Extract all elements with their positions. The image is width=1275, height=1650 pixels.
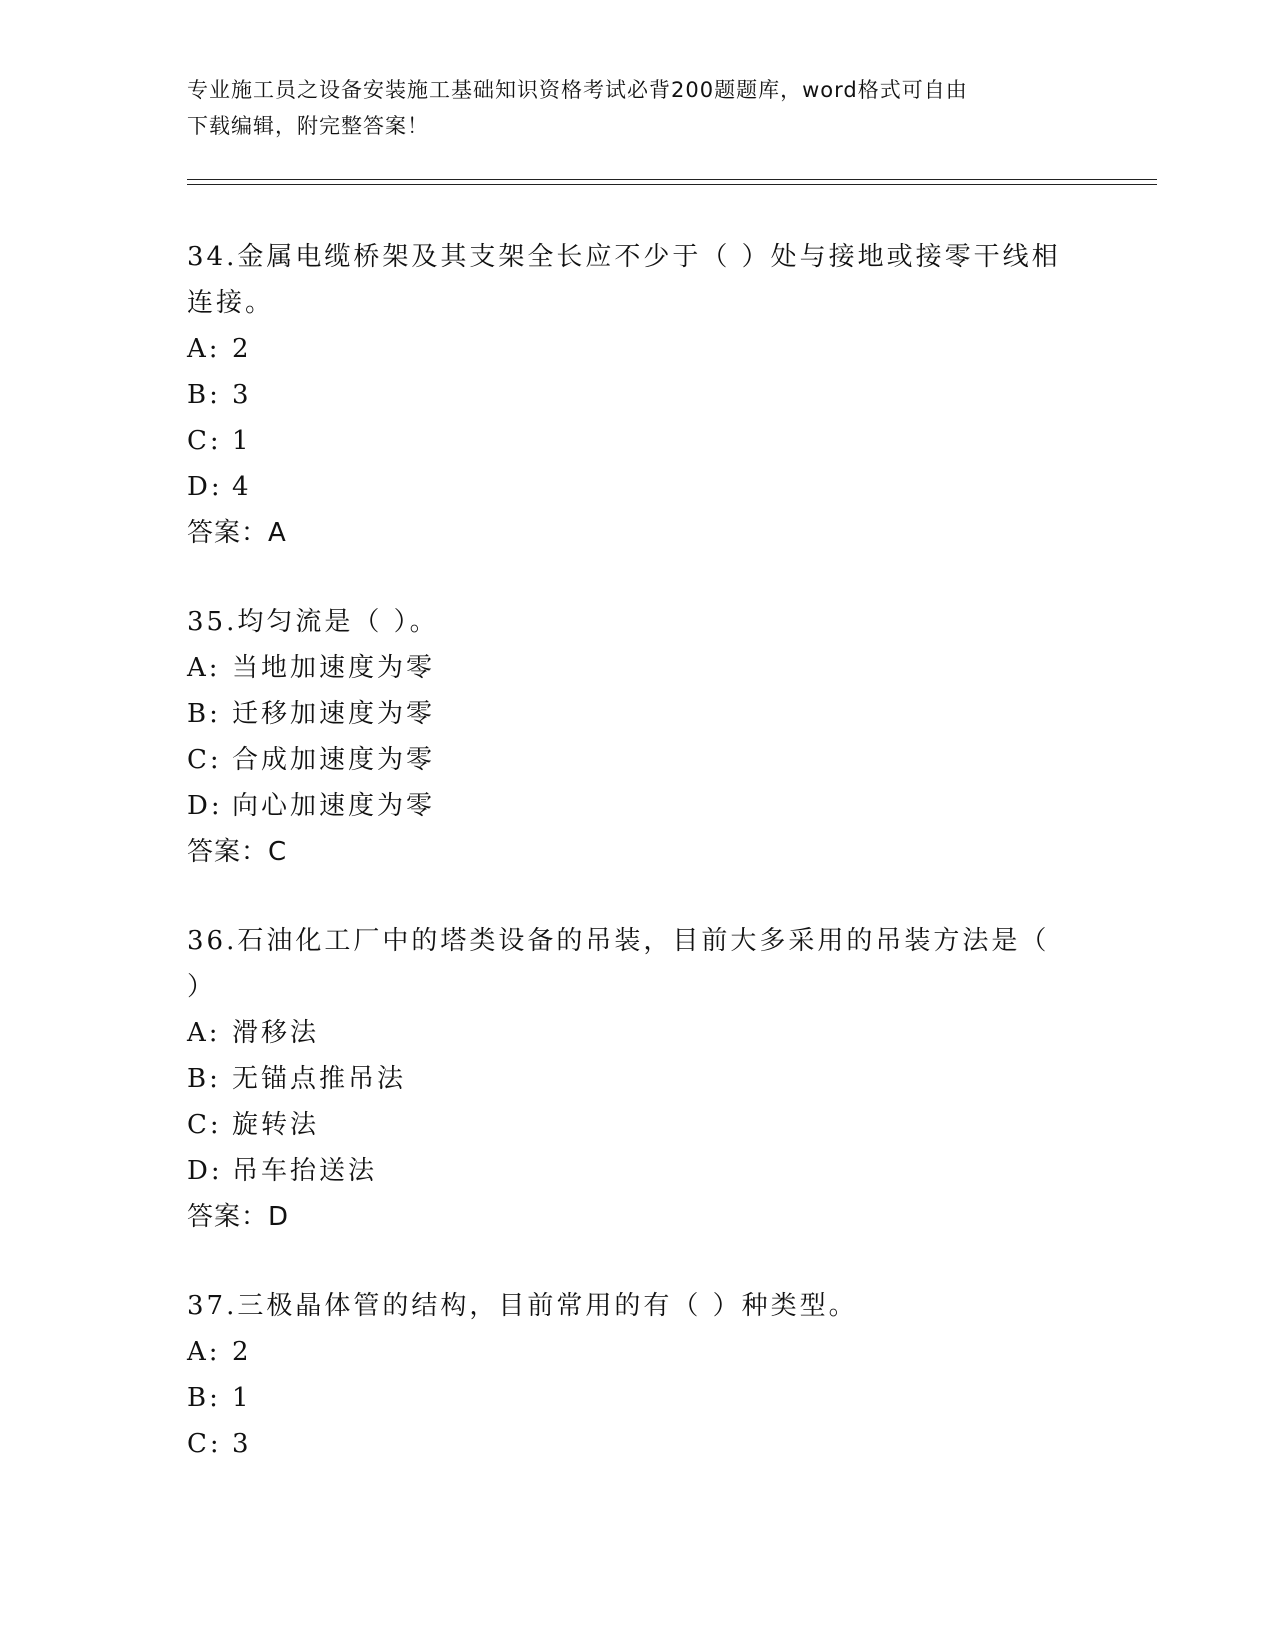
option-text: 向心加速度为零 — [232, 791, 436, 821]
option-key: D: — [187, 791, 223, 821]
option-key: D: — [187, 1156, 223, 1186]
question-37 — [187, 1283, 1087, 1467]
option-key: B: — [187, 380, 221, 410]
header-divider-top — [187, 179, 1157, 180]
option-key: A: — [187, 334, 221, 364]
option-text: 2 — [232, 1337, 252, 1367]
question-stem-continued: ） — [187, 972, 217, 1002]
option-key: B: — [187, 699, 221, 729]
option-text: 3 — [232, 1429, 252, 1459]
option-a — [187, 1329, 1087, 1375]
option-d — [187, 464, 1087, 510]
option-text: 滑移法 — [232, 1018, 320, 1048]
option-text: 3 — [232, 380, 252, 410]
option-a — [187, 1010, 1087, 1056]
option-text: 迁移加速度为零 — [232, 699, 436, 729]
option-a — [187, 326, 1087, 372]
option-c — [187, 737, 1087, 783]
question-list — [187, 234, 1087, 1510]
option-c — [187, 1102, 1087, 1148]
header-divider-bottom — [187, 184, 1157, 185]
option-key: C: — [187, 1110, 222, 1140]
question-stem-continued: 连接。 — [187, 288, 275, 318]
header-line-1: 专业施工员之设备安装施工基础知识资格考试必背200题题库，word格式可自由 — [187, 78, 968, 102]
answer-line: 答案：A — [187, 518, 287, 548]
option-b — [187, 372, 1087, 418]
question-stem: 36.石油化工厂中的塔类设备的吊装，目前大多采用的吊装方法是（ — [187, 926, 1050, 956]
document-header — [187, 72, 1067, 144]
question-36 — [187, 918, 1087, 1240]
option-b — [187, 1375, 1087, 1421]
option-key: B: — [187, 1383, 221, 1413]
question-stem: 37.三极晶体管的结构，目前常用的有（ ）种类型。 — [187, 1291, 858, 1321]
option-d — [187, 1148, 1087, 1194]
option-text: 4 — [232, 472, 252, 502]
option-key: C: — [187, 426, 222, 456]
option-b — [187, 1056, 1087, 1102]
option-b — [187, 691, 1087, 737]
option-key: C: — [187, 745, 222, 775]
option-text: 2 — [232, 334, 252, 364]
answer-line: 答案：D — [187, 1202, 290, 1232]
option-text: 无锚点推吊法 — [232, 1064, 407, 1094]
option-key: D: — [187, 472, 223, 502]
option-c — [187, 1421, 1087, 1467]
option-text: 合成加速度为零 — [232, 745, 436, 775]
question-stem: 35.均匀流是（ ）。 — [187, 607, 439, 637]
answer-line: 答案：C — [187, 837, 288, 867]
option-key: A: — [187, 1337, 221, 1367]
header-line-2: 下载编辑，附完整答案！ — [187, 114, 429, 138]
option-text: 旋转法 — [232, 1110, 320, 1140]
option-key: A: — [187, 1018, 221, 1048]
option-c — [187, 418, 1087, 464]
option-key: A: — [187, 653, 221, 683]
option-a — [187, 645, 1087, 691]
option-text: 当地加速度为零 — [232, 653, 436, 683]
option-text: 1 — [232, 426, 252, 456]
option-text: 吊车抬送法 — [232, 1156, 378, 1186]
option-text: 1 — [232, 1383, 252, 1413]
question-stem: 34.金属电缆桥架及其支架全长应不少于（ ）处与接地或接零干线相 — [187, 242, 1061, 272]
question-35 — [187, 599, 1087, 875]
question-34 — [187, 234, 1087, 556]
option-key: B: — [187, 1064, 221, 1094]
option-key: C: — [187, 1429, 222, 1459]
option-d — [187, 783, 1087, 829]
